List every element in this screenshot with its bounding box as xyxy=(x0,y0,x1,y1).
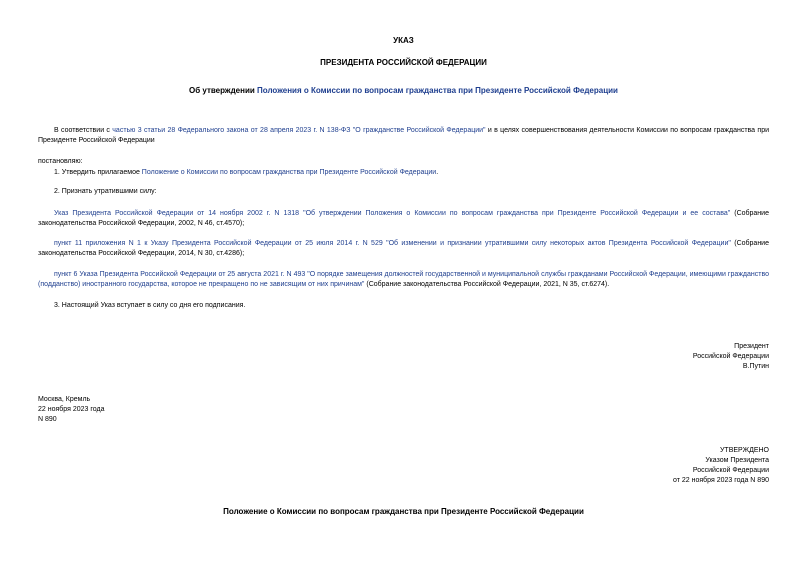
approved-by: Указом Президента xyxy=(705,457,769,464)
decree-number: N 890 xyxy=(38,416,57,423)
regulation-link[interactable]: Положение о Комиссии по вопросам гражданства при Президенте Российской Федерации xyxy=(141,169,437,176)
signing-place: Москва, Кремль xyxy=(38,396,91,403)
place-date-block xyxy=(38,395,104,425)
preamble-text-end: и в целях совершенствования деятельности Комиссии по вопросам гражданства при Президенте Российской Федерации xyxy=(38,127,769,144)
signature-name: В.Путин xyxy=(742,363,769,370)
approved-block xyxy=(673,446,769,486)
decree-issuer: ПРЕЗИДЕНТА РОССИЙСКОЙ ФЕДЕРАЦИИ xyxy=(320,58,487,67)
signature-country: Российской Федерации xyxy=(692,353,769,360)
signature-block xyxy=(693,342,769,372)
appendix-title: Положение о Комиссии по вопросам гражданства при Президенте Российской Федерации xyxy=(223,507,584,516)
repealed-item-1 xyxy=(38,209,769,229)
item-2-heading: 2. Признать утратившими силу: xyxy=(54,188,157,195)
decree-subject xyxy=(0,86,807,96)
repealed-tail-2: (Собрание законодательства Российской Федерации, 2014, N 30, ст.4286); xyxy=(38,240,769,257)
decree-word: постановляю: xyxy=(38,158,83,165)
item-3: 3. Настоящий Указ вступает в силу со дня его подписания. xyxy=(54,302,246,309)
decree-subject-link[interactable]: Положения о Комиссии по вопросам гражданства при Президенте Российской Федерации xyxy=(257,86,618,95)
decree-subject-prefix: Об утверждении xyxy=(189,86,257,95)
signing-date: 22 ноября 2023 года xyxy=(38,406,105,413)
repealed-tail-3: (Собрание законодательства Российской Федерации, 2021, N 35, ст.6274). xyxy=(364,281,610,288)
decree-type: УКАЗ xyxy=(393,36,414,45)
repealed-link-3[interactable]: пункт 6 Указа Президента Российской Федерации от 25 августа 2021 г. N 493 "О порядке замещения должностей государственной и муниципальной службы гражданами Российской Федерации, имеющими гражданство (подданство) иностранного государства, которое не прекращено по не зависящим от них причинам" xyxy=(38,271,769,288)
item-1-end: . xyxy=(436,169,439,176)
repealed-link-2[interactable]: пункт 11 приложения N 1 к Указу Президента Российской Федерации от 25 июля 2014 г. N 529 "Об изменении и признании утратившими силу некоторых актов Президента Российской Федерации" xyxy=(54,240,731,247)
preamble-text-start: В соответствии с xyxy=(54,127,113,134)
repealed-item-3 xyxy=(38,270,769,290)
item-1 xyxy=(38,168,769,178)
approved-date: от 22 ноября 2023 года N 890 xyxy=(673,477,769,484)
item-1-text: 1. Утвердить прилагаемое xyxy=(54,169,142,176)
law-link[interactable]: частью 3 статьи 28 Федерального закона от 28 апреля 2023 г. N 138-ФЗ "О гражданстве Российской Федерации" xyxy=(112,127,486,134)
repealed-link-1[interactable]: Указ Президента Российской Федерации от 14 ноября 2002 г. N 1318 "Об утверждении Положения о Комиссии по вопросам гражданства при Президенте Российской Федерации и ее состава" xyxy=(54,210,731,217)
approved-label: УТВЕРЖДЕНО xyxy=(719,447,769,454)
repealed-tail-1: (Собрание законодательства Российской Федерации, 2002, N 46, ст.4570); xyxy=(38,210,769,227)
repealed-item-2 xyxy=(38,239,769,259)
signature-title: Президент xyxy=(734,343,769,350)
preamble xyxy=(38,126,769,146)
approved-country: Российской Федерации xyxy=(692,467,769,474)
